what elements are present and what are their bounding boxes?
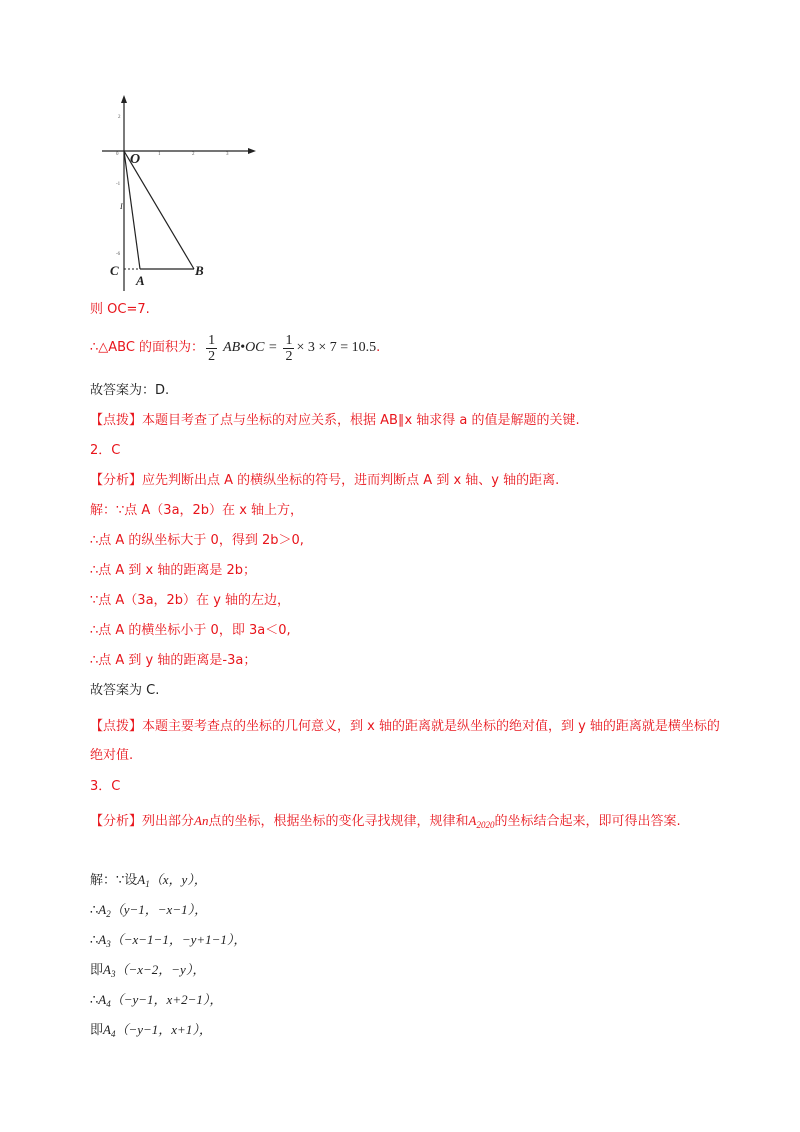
fraction-numerator-2: 1 (285, 332, 293, 348)
area-prefix: ∴△ABC 的面积为： (90, 340, 205, 355)
label-C: C (110, 263, 119, 278)
a3b-A: A (103, 962, 111, 977)
a3-sub: 3 (106, 939, 111, 949)
text-line-13: 故答案为 C. (90, 683, 160, 698)
a2-prefix: ∴ (90, 903, 99, 918)
text-line-8: ∴点 A 的纵坐标大于 0，得到 2b＞0, (90, 533, 304, 548)
segment-OB (124, 151, 194, 269)
fraction-denominator-2: 2 (285, 348, 293, 364)
analysis-A: A (468, 813, 477, 828)
text-line-1: 则 OC=7. (90, 302, 150, 317)
a2-sub: 2 (106, 909, 111, 919)
text-line-12: ∴点 A 到 y 轴的距离是-3a； (90, 653, 257, 668)
a3-coords: （−x−1−1，−y+1−1）， (110, 932, 247, 947)
text-line-19 (90, 930, 246, 954)
analysis-part-1: 【分析】列出部分 (90, 814, 195, 829)
tick-x-2: 2 (192, 152, 195, 157)
analysis-part-2: 点的坐标，根据坐标的变化寻找规律，规律和 (208, 814, 469, 829)
a4-sub: 4 (106, 999, 111, 1009)
text-line-area (90, 330, 380, 366)
text-line-14: 【点拨】本题主要考查点的坐标的几何意义，到 x 轴的距离就是纵坐标的绝对值，到 y 轴的距离就是横坐标的绝对值. (90, 719, 720, 763)
segment-OA (124, 151, 140, 269)
tick-y-neg6: -6 (116, 252, 121, 257)
text-line-9: ∴点 A 到 x 轴的距离是 2b； (90, 563, 257, 578)
label-B: B (195, 263, 204, 278)
text-line-22 (90, 1020, 212, 1044)
tick-x-0: 0 (116, 152, 119, 157)
a4b-prefix: 即 (90, 1023, 104, 1038)
text-line-20 (90, 960, 205, 984)
tick-y-neg1: -1 (116, 182, 121, 187)
text-line-4: 【点拨】本题目考查了点与坐标的对应关系，根据 AB∥x 轴求得 a 的值是解题的关键. (90, 413, 580, 428)
text-line-15: 3．C (90, 779, 121, 794)
a4-A: A (98, 992, 107, 1007)
a3b-sub: 3 (110, 969, 116, 979)
text-line-6: 【分析】应先判断出点 A 的横纵坐标的符号，进而判断点 A 到 x 轴、y 轴的距离. (90, 473, 560, 488)
a2-coords: （y−1，−x−1）， (110, 902, 208, 917)
fraction-half-2 (283, 333, 294, 364)
label-A: A (136, 273, 145, 288)
a3b-coords: （−x−2，−y）， (115, 962, 206, 977)
solve-prefix: 解：∵设 (90, 873, 138, 888)
area-expr-dot: . (376, 340, 381, 355)
area-expr-tail: × 3 × 7 = 10.5 (296, 340, 377, 355)
label-O: O (130, 152, 141, 167)
a2-A: A (98, 902, 107, 917)
solve-coords: （x，y）， (149, 872, 207, 887)
text-line-18 (90, 900, 207, 924)
y-axis-arrow (121, 95, 127, 103)
a4-coords: （−y−1，x+2−1）， (110, 992, 223, 1007)
area-expr-mid: AB•OC = (223, 340, 278, 355)
solve-sub: 1 (145, 879, 150, 889)
text-line-17 (90, 870, 207, 894)
tick-y-2: 2 (118, 115, 121, 120)
label-lower-mark: I (120, 202, 123, 211)
analysis-An: An (194, 813, 209, 828)
fraction-numerator: 1 (208, 332, 216, 348)
text-line-5: 2．C (90, 443, 121, 458)
analysis-sub-2020: 2020 (476, 820, 495, 830)
a3-A: A (98, 932, 107, 947)
coordinate-figure (100, 95, 270, 295)
text-line-21 (90, 990, 222, 1014)
fraction-half-1 (206, 333, 217, 364)
text-line-3: 故答案为：D. (90, 383, 170, 398)
analysis-part-3: 的坐标结合起来，即可得出答案. (494, 814, 681, 829)
a4b-A: A (103, 1022, 111, 1037)
a4b-coords: （−y−1，x+1）， (115, 1022, 212, 1037)
text-line-10: ∵点 A（3a，2b）在 y 轴的左边， (90, 593, 291, 608)
text-line-11: ∴点 A 的横坐标小于 0，即 3a＜0, (90, 623, 291, 638)
a4-prefix: ∴ (90, 993, 99, 1008)
tick-x-1: 1 (158, 152, 161, 157)
text-line-16 (90, 806, 724, 840)
a4b-sub: 4 (110, 1029, 116, 1039)
fraction-denominator: 2 (208, 348, 216, 364)
tick-x-3: 3 (226, 152, 229, 157)
a3b-prefix: 即 (90, 963, 104, 978)
x-axis-arrow (248, 148, 256, 154)
text-line-7: 解：∵点 A（3a，2b）在 x 轴上方， (90, 503, 304, 518)
solve-A: A (137, 872, 146, 887)
a3-prefix: ∴ (90, 933, 99, 948)
